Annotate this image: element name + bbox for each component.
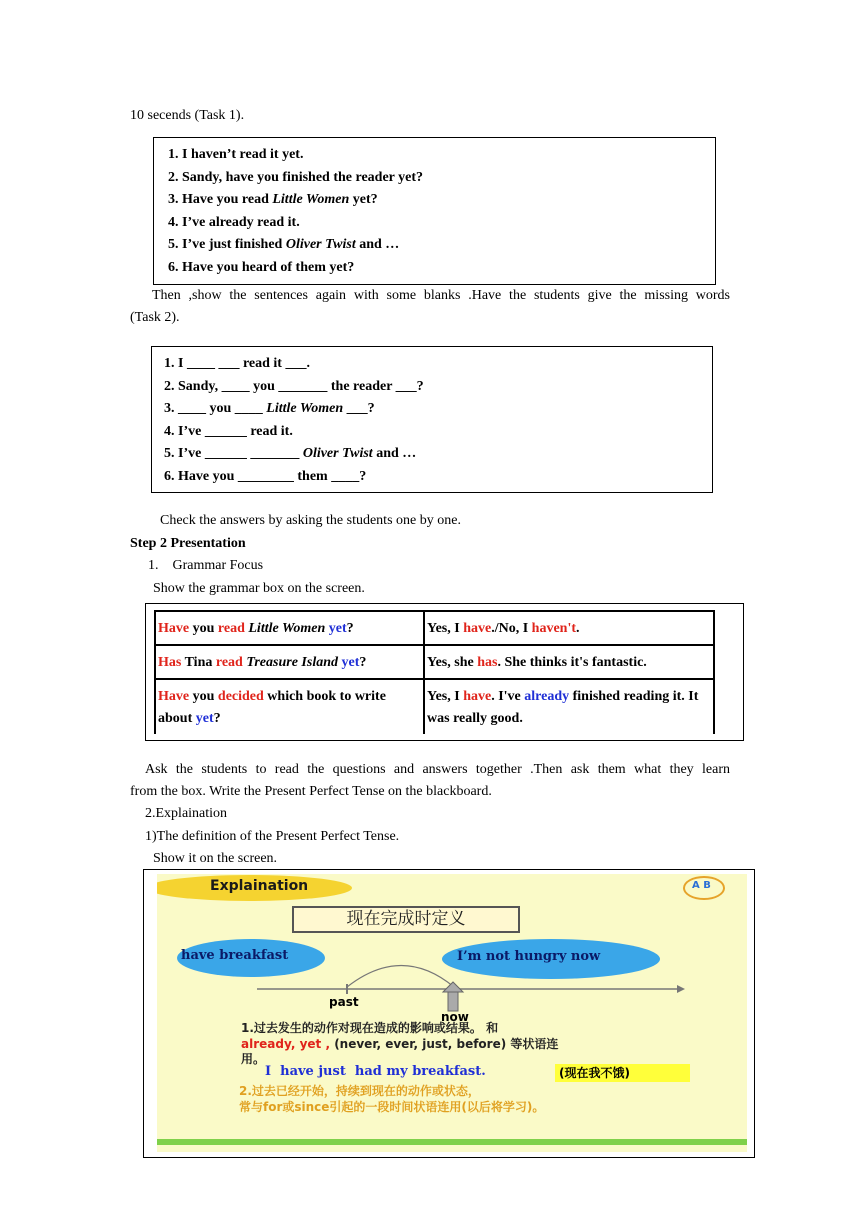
grammar-answer-cell: Yes, I have. I've already finished reading it. It was really good. xyxy=(424,679,714,734)
step2-heading: Step 2 Presentation xyxy=(130,536,246,551)
explanation-label: 2.Explaination xyxy=(145,806,228,821)
task2-sentences-item: 2. Sandy, ____ you _______ the reader ___? xyxy=(164,378,424,394)
show-grammar-line: Show the grammar box on the screen. xyxy=(153,581,365,596)
task1-box xyxy=(153,137,716,285)
ask-line-1: Ask the students to read the questions and answers together .Then ask them what they learn xyxy=(145,762,730,777)
then-line-1: Then ,show the sentences again with some blanks .Have the students give the missing words xyxy=(152,288,730,303)
grammar-question-cell: Has Tina read Treasure Island yet? xyxy=(155,645,424,679)
definition-label: 1)The definition of the Present Perfect Tense. xyxy=(145,829,400,844)
grammar-answer-cell: Yes, she has. She thinks it's fantastic. xyxy=(424,645,714,679)
show-it-line: Show it on the screen. xyxy=(153,851,278,866)
point2-line-b: 常与for或since引起的一段时间状语连用(以后将学习)。 xyxy=(239,1100,545,1114)
point1-line-b xyxy=(241,1035,558,1052)
explanation-slide xyxy=(143,869,755,1158)
point1-highlight: already, yet , xyxy=(241,1037,331,1051)
grammar-row xyxy=(155,611,714,645)
example-sentence: I have just had my breakfast. xyxy=(265,1064,486,1079)
point1-line-a: 1.过去发生的动作对现在造成的影响或结果。 和 xyxy=(241,1021,499,1035)
slide-footer-bar xyxy=(157,1139,747,1145)
grammar-row xyxy=(155,679,714,734)
task1-sentences-item: 3. Have you read Little Women yet? xyxy=(168,192,378,208)
task2-box xyxy=(151,346,713,493)
grammar-question-cell: Have you read Little Women yet? xyxy=(155,611,424,645)
timeline-past-label: past xyxy=(329,995,359,1009)
task2-sentences-item: 5. I’ve ______ _______ Oliver Twist and … xyxy=(164,446,417,462)
task2-sentences-item: 1. I ____ ___ read it ___. xyxy=(164,356,310,371)
grammar-question-cell: Have you decided which book to write about yet? xyxy=(155,679,424,734)
grammar-answer-cell: Yes, I have./No, I haven't. xyxy=(424,611,714,645)
intro-line: 10 secends (Task 1). xyxy=(130,108,245,123)
example-note: (现在我不饿) xyxy=(555,1064,690,1082)
bubble-left-text: have breakfast xyxy=(181,948,289,963)
check-line: Check the answers by asking the students one by one. xyxy=(160,513,461,528)
point1-line-c: 用。 xyxy=(241,1052,266,1066)
slide-title: 现在完成时定义 xyxy=(292,906,520,933)
grammar-focus-label: 1. Grammar Focus xyxy=(148,558,264,573)
bubble-right-text: I’m not hungry now xyxy=(457,949,601,964)
grammar-table xyxy=(154,610,715,734)
task1-sentences-item: 5. I’ve just finished Oliver Twist and … xyxy=(168,237,400,253)
point1-rest: (never, ever, just, before) 等状语连 xyxy=(330,1037,559,1051)
point2-line-a: 2.过去已经开始，持续到现在的动作或状态， xyxy=(239,1084,480,1098)
abc-logo-text: A B xyxy=(692,880,711,891)
task1-sentences-item: 6. Have you heard of them yet? xyxy=(168,260,355,275)
ask-line-2: from the box. Write the Present Perfect Tense on the blackboard. xyxy=(130,784,492,799)
task1-sentences-item: 2. Sandy, have you finished the reader yet? xyxy=(168,169,424,185)
task1-sentences-item: 4. I’ve already read it. xyxy=(168,214,300,230)
task2-sentences-item: 4. I’ve ______ read it. xyxy=(164,423,293,439)
task2-sentences-item: 3. ____ you ____ Little Women ___? xyxy=(164,401,375,417)
slide-header-text: Explaination xyxy=(210,878,309,894)
timeline-now-label: now xyxy=(441,1010,469,1024)
task2-sentences-item: 6. Have you ________ them ____? xyxy=(164,469,367,484)
task1-sentences-item: 1. I haven’t read it yet. xyxy=(168,147,304,162)
then-line-2: (Task 2). xyxy=(130,310,180,325)
timeline-graphic xyxy=(157,874,747,1024)
slide-background xyxy=(157,874,747,1152)
grammar-row xyxy=(155,645,714,679)
